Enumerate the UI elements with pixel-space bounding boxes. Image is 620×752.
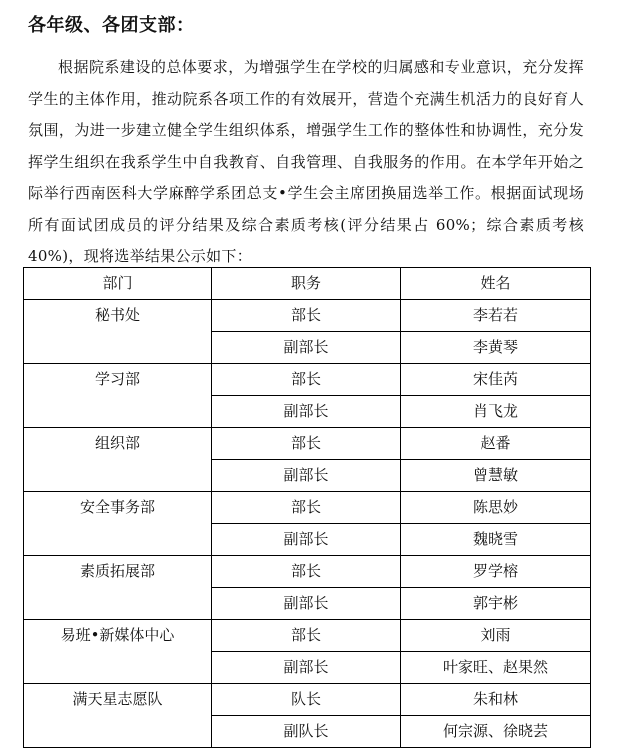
header-name: 姓名	[401, 268, 591, 300]
table-row	[24, 620, 591, 652]
person-cell: 何宗源、徐晓芸	[401, 716, 591, 748]
position-cell: 部长	[212, 492, 401, 524]
header-position: 职务	[212, 268, 401, 300]
person-cell: 陈思妙	[401, 492, 591, 524]
person-cell: 宋佳芮	[401, 364, 591, 396]
table-row	[24, 300, 591, 332]
person-cell: 罗学榕	[401, 556, 591, 588]
department-cell: 易班•新媒体中心	[24, 620, 212, 684]
department-cell: 组织部	[24, 428, 212, 492]
position-cell: 副部长	[212, 652, 401, 684]
position-cell: 部长	[212, 364, 401, 396]
position-cell: 副部长	[212, 524, 401, 556]
position-cell: 副部长	[212, 396, 401, 428]
person-cell: 李若若	[401, 300, 591, 332]
table-row	[24, 428, 591, 460]
table-header-row	[24, 268, 591, 300]
position-cell: 部长	[212, 300, 401, 332]
department-cell: 安全事务部	[24, 492, 212, 556]
position-cell: 副部长	[212, 588, 401, 620]
person-cell: 郭宇彬	[401, 588, 591, 620]
position-cell: 副部长	[212, 332, 401, 364]
notice-heading: 各年级、各团支部：	[28, 15, 195, 36]
header-department: 部门	[24, 268, 212, 300]
position-cell: 部长	[212, 556, 401, 588]
position-cell: 队长	[212, 684, 401, 716]
election-results-table	[23, 267, 591, 748]
person-cell: 刘雨	[401, 620, 591, 652]
person-cell: 李黄琴	[401, 332, 591, 364]
person-cell: 叶家旺、赵果然	[401, 652, 591, 684]
notice-paragraph: 根据院系建设的总体要求，为增强学生在学校的归属感和专业意识，充分发挥学生的主体作用，推动院系各项工作的有效展开，营造个充满生机活力的良好育人氛围，为进一步建立健全学生组织体系，增强学生工作的整体性和协调性，充分发挥学生组织在我系学生中自我教育、自我管理、自我服务的作用。在本学年开始之际举行西南医科大学麻醉学系团总支•学生会主席团换届选举工作。根据面试现场所有面试团成员的评分结果及综合素质考核(评分结果占 60%；综合素质考核 40%)，现将选举结果公示如下：	[28, 58, 584, 265]
person-cell: 肖飞龙	[401, 396, 591, 428]
position-cell: 部长	[212, 620, 401, 652]
table-row	[24, 492, 591, 524]
department-cell: 秘书处	[24, 300, 212, 364]
person-cell: 赵番	[401, 428, 591, 460]
person-cell: 曾慧敏	[401, 460, 591, 492]
department-cell: 满天星志愿队	[24, 684, 212, 748]
department-cell: 素质拓展部	[24, 556, 212, 620]
position-cell: 部长	[212, 428, 401, 460]
department-cell: 学习部	[24, 364, 212, 428]
person-cell: 魏晓雪	[401, 524, 591, 556]
position-cell: 副部长	[212, 460, 401, 492]
table-row	[24, 364, 591, 396]
position-cell: 副队长	[212, 716, 401, 748]
table-row	[24, 556, 591, 588]
person-cell: 朱和林	[401, 684, 591, 716]
table-row	[24, 684, 591, 716]
